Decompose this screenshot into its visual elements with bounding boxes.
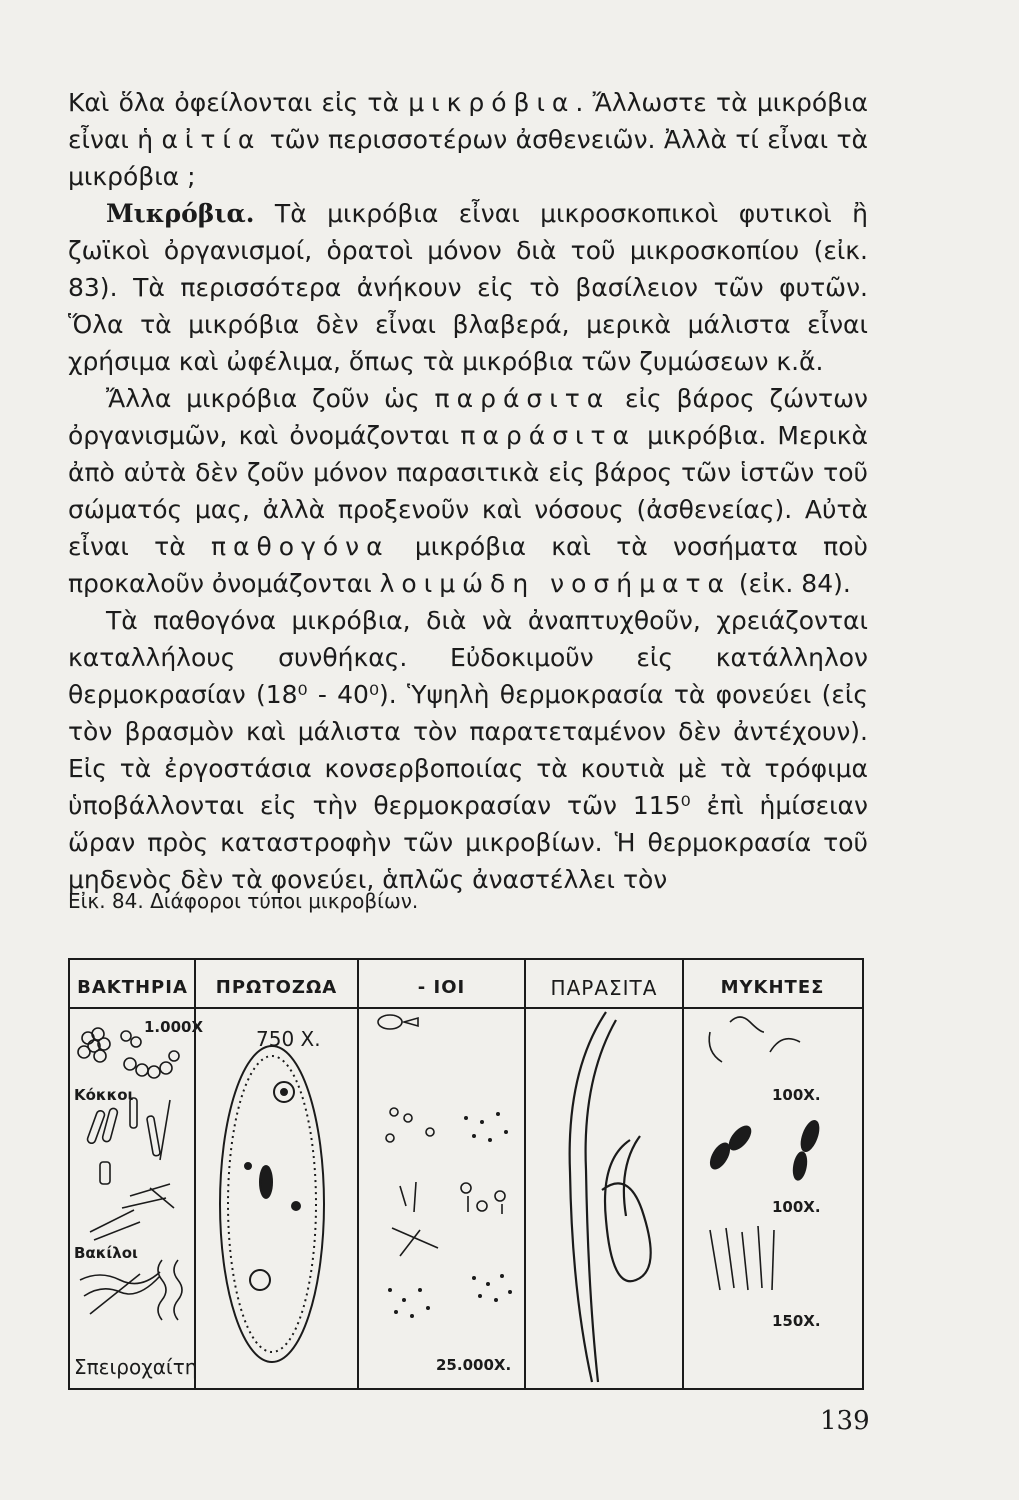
parasite-worm-drawing bbox=[570, 1012, 651, 1382]
paragraph-3: Ἄλλα μικρόβια ζοῦν ὡς παράσιτα εἰς βάρος ζώντων ὀργανισμῶν, καὶ ὀνομάζονται παράσιτα μικρόβια. Μερικὰ ἀπὸ αὐτὰ δὲν ζοῦν μόνον παρασιτικὰ εἰς βάρος τῶν ἱστῶν τοῦ σώματός μας, ἀλλὰ προξενοῦν καὶ νόσους (ἀσθενείας). Αὐτὰ εἶναι τὰ παθογόνα μικρόβια καὶ τὰ νοσήματα ποὺ προκαλοῦν ὀνομάζονται λοιμώδη νοσήματα (εἰκ. 84). bbox=[68, 384, 869, 598]
label-mag-fungi-2: 100Χ. bbox=[772, 1198, 821, 1216]
spirochete-drawing bbox=[80, 1260, 182, 1320]
figure-caption: Εἰκ. 84. Διάφοροι τύποι μικροβίων. bbox=[68, 889, 419, 913]
column-title-parasites: ΠΑΡΑΣΙΤΑ bbox=[550, 976, 658, 1000]
paramecium-drawing bbox=[220, 1046, 324, 1362]
label-vakilloi: Βακίλοι bbox=[74, 1244, 138, 1262]
label-mag-bacteria: 1.000Χ bbox=[144, 1018, 204, 1036]
label-speirochaiti: Σπειροχαίτη bbox=[74, 1355, 198, 1379]
label-mag-viruses: 25.000Χ. bbox=[436, 1356, 512, 1374]
spaced-term-loimodi: λοιμώδη νοσήματα bbox=[379, 569, 731, 598]
label-kokkoi: Κόκκοι bbox=[74, 1086, 134, 1104]
column-title-viruses: - ΙΟΙ bbox=[417, 977, 466, 998]
fungi-drawing bbox=[707, 1017, 822, 1290]
section-heading: Μικρόβια. bbox=[106, 199, 255, 228]
label-mag-fungi-3: 150Χ. bbox=[772, 1312, 821, 1330]
virus-dots bbox=[388, 1112, 512, 1318]
spaced-term-mikrovia: μικρόβια bbox=[408, 88, 576, 117]
paragraph-1: Καὶ ὅλα ὀφείλονται εἰς τὰ μικρόβια. Ἄλλωστε τὰ μικρόβια εἶναι ἡ αἰτία τῶν περισσοτέρων ἀσθενειῶν. Ἀλλὰ τί εἶναι τὰ μικρόβια ; bbox=[68, 88, 869, 191]
label-mag-fungi-1: 100Χ. bbox=[772, 1086, 821, 1104]
spaced-term-parasita: παράσιτα bbox=[434, 384, 611, 413]
virus-drawing bbox=[378, 1015, 505, 1256]
column-title-fungi: ΜΥΚΗΤΕΣ bbox=[720, 977, 825, 998]
spaced-term-pathogona: παθογόνα bbox=[210, 532, 390, 561]
paragraph-2: Μικρόβια. Τὰ μικρόβια εἶναι μικροσκοπικοὶ φυτικοὶ ἢ ζωϊκοὶ ὀργανισμοί, ὁρατοὶ μόνον διὰ τοῦ μικροσκοπίου (εἰκ. 83). Τὰ περισσότερα ἀνήκουν εἰς τὸ βασίλειον τῶν φυτῶν. Ὅλα τὰ μικρόβια δὲν εἶναι βλαβερά, μερικὰ μάλιστα εἶναι χρήσιμα καὶ ὠφέλιμα, ὅπως τὰ μικρόβια τῶν ζυμώσεων κ.ἄ. bbox=[68, 199, 868, 376]
bacilli-drawing bbox=[86, 1098, 174, 1240]
body-text bbox=[68, 84, 868, 898]
spaced-term-parasita-2: παράσιτα bbox=[460, 421, 637, 450]
label-mag-protozoa: 750 Χ. bbox=[256, 1027, 321, 1051]
page-number: 139 bbox=[820, 1406, 870, 1436]
microbe-figure bbox=[68, 958, 864, 1390]
paragraph-4: Τὰ παθογόνα μικρόβια, διὰ νὰ ἀναπτυχθοῦν, χρειάζονται καταλλήλους συνθήκας. Εὐδοκιμοῦν εἰς κατάλληλον θερμοκρασίαν (18⁰ - 40⁰). Ὑψηλὴ θερμοκρασία τὰ φονεύει (εἰς τὸν βρασμὸν καὶ μάλιστα τὸν παρατεταμένον δὲν ἀντέχουν). Εἰς τὰ ἐργοστάσια κονσερβοποιίας τὰ κουτιὰ μὲ τὰ τρόφιμα ὑποβάλλονται εἰς τὴν θερμοκρασίαν τῶν 115⁰ ἐπὶ ἡμίσειαν ὥραν πρὸς καταστροφὴν τῶν μικροβίων. Ἡ θερμοκρασία τοῦ μηδενὸς δὲν τὰ φονεύει, ἁπλῶς ἀναστέλλει τὸν bbox=[68, 606, 868, 894]
spaced-term-aitia: αἰτία bbox=[161, 125, 262, 154]
column-title-bacteria: ΒΑΚΤΗΡΙΑ bbox=[77, 977, 188, 998]
column-title-protozoa: ΠΡΩΤΟΖΩΑ bbox=[215, 977, 338, 998]
